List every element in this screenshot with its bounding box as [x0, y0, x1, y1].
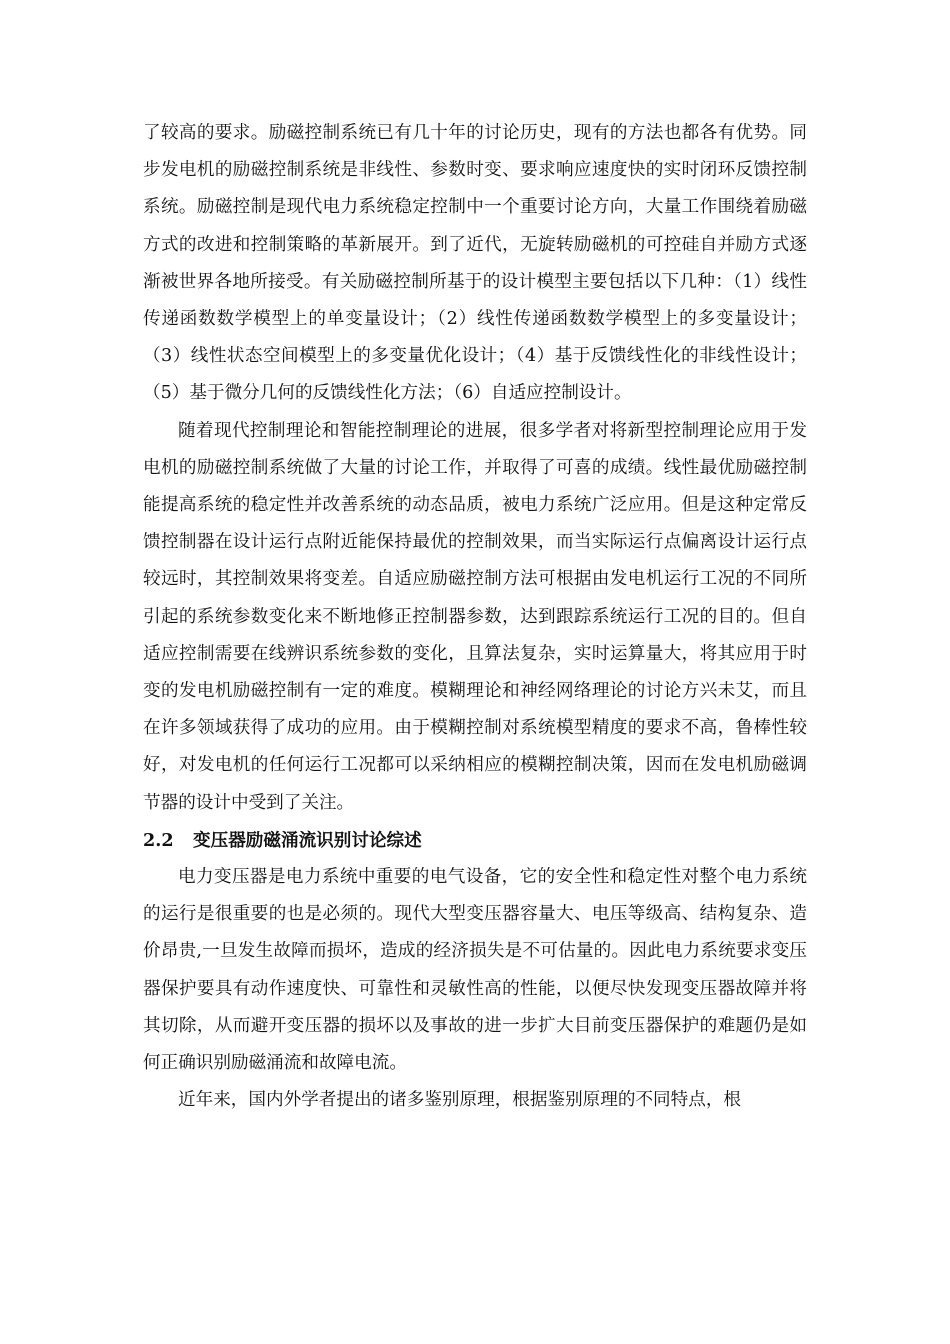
section-heading [143, 822, 807, 859]
document-body [143, 115, 807, 1119]
section-title: 变压器励磁涌流识别讨论综述 [193, 829, 422, 851]
paragraph-transformer: 电力变压器是电力系统中重要的电气设备，它的安全性和稳定性对整个电力系统的运行是很重要的也是必须的。现代大型变压器容量大、电压等级高、结构复杂、造价昂贵,一旦发生故障而损坏，造成的经济损失是不可估量的。因此电力系统要求变压器保护要具有动作速度快、可靠性和灵敏性高的性能，以便尽快发现变压器故障并将其切除，从而避开变压器的损坏以及事故的进一步扩大目前变压器保护的难题仍是如何正确识别励磁涌流和故障电流。 [143, 867, 807, 1074]
paragraph-excitation-history: 了较高的要求。励磁控制系统已有几十年的讨论历史，现有的方法也都各有优势。同步发电机的励磁控制系统是非线性、参数时变、要求响应速度快的实时闭环反馈控制系统。励磁控制是现代电力系统稳定控制中一个重要讨论方向，大量工作围绕着励磁方式的改进和控制策略的革新展开。到了近代，无旋转励磁机的可控硅自并励方式逐渐被世界各地所接受。有关励磁控制所基于的设计模型主要包括以下几种：（1）线性传递函数数学模型上的单变量设计；（2）线性传递函数数学模型上的多变量设计；（3）线性状态空间模型上的多变量优化设计；（4）基于反馈线性化的非线性设计；（5）基于微分几何的反馈线性化方法；（6）自适应控制设计。 [143, 123, 807, 404]
paragraph-modern-control: 随着现代控制理论和智能控制理论的进展，很多学者对将新型控制理论应用于发电机的励磁控制系统做了大量的讨论工作，并取得了可喜的成绩。线性最优励磁控制能提高系统的稳定性并改善系统的动态品质，被电力系统广泛应用。但是这种定常反馈控制器在设计运行点附近能保持最优的控制效果，而当实际运行点偏离设计运行点较远时，其控制效果将变差。自适应励磁控制方法可根据由发电机运行工况的不同所引起的系统参数变化来不断地修正控制器参数，达到跟踪系统运行工况的目的。但自适应控制需要在线辨识系统参数的变化，且算法复杂，实时运算量大，将其应用于时变的发电机励磁控制有一定的难度。模糊理论和神经网络理论的讨论方兴未艾，而且在许多领域获得了成功的应用。由于模糊控制对系统模型精度的要求不高，鲁棒性较好，对发电机的任何运行工况都可以采纳相应的模糊控制决策，因而在发电机励磁调节器的设计中受到了关注。 [143, 420, 807, 813]
paragraph-recent-research: 近年来，国内外学者提出的诸多鉴别原理，根据鉴别原理的不同特点，根 [178, 1090, 742, 1111]
section-number: 2.2 [143, 829, 174, 851]
